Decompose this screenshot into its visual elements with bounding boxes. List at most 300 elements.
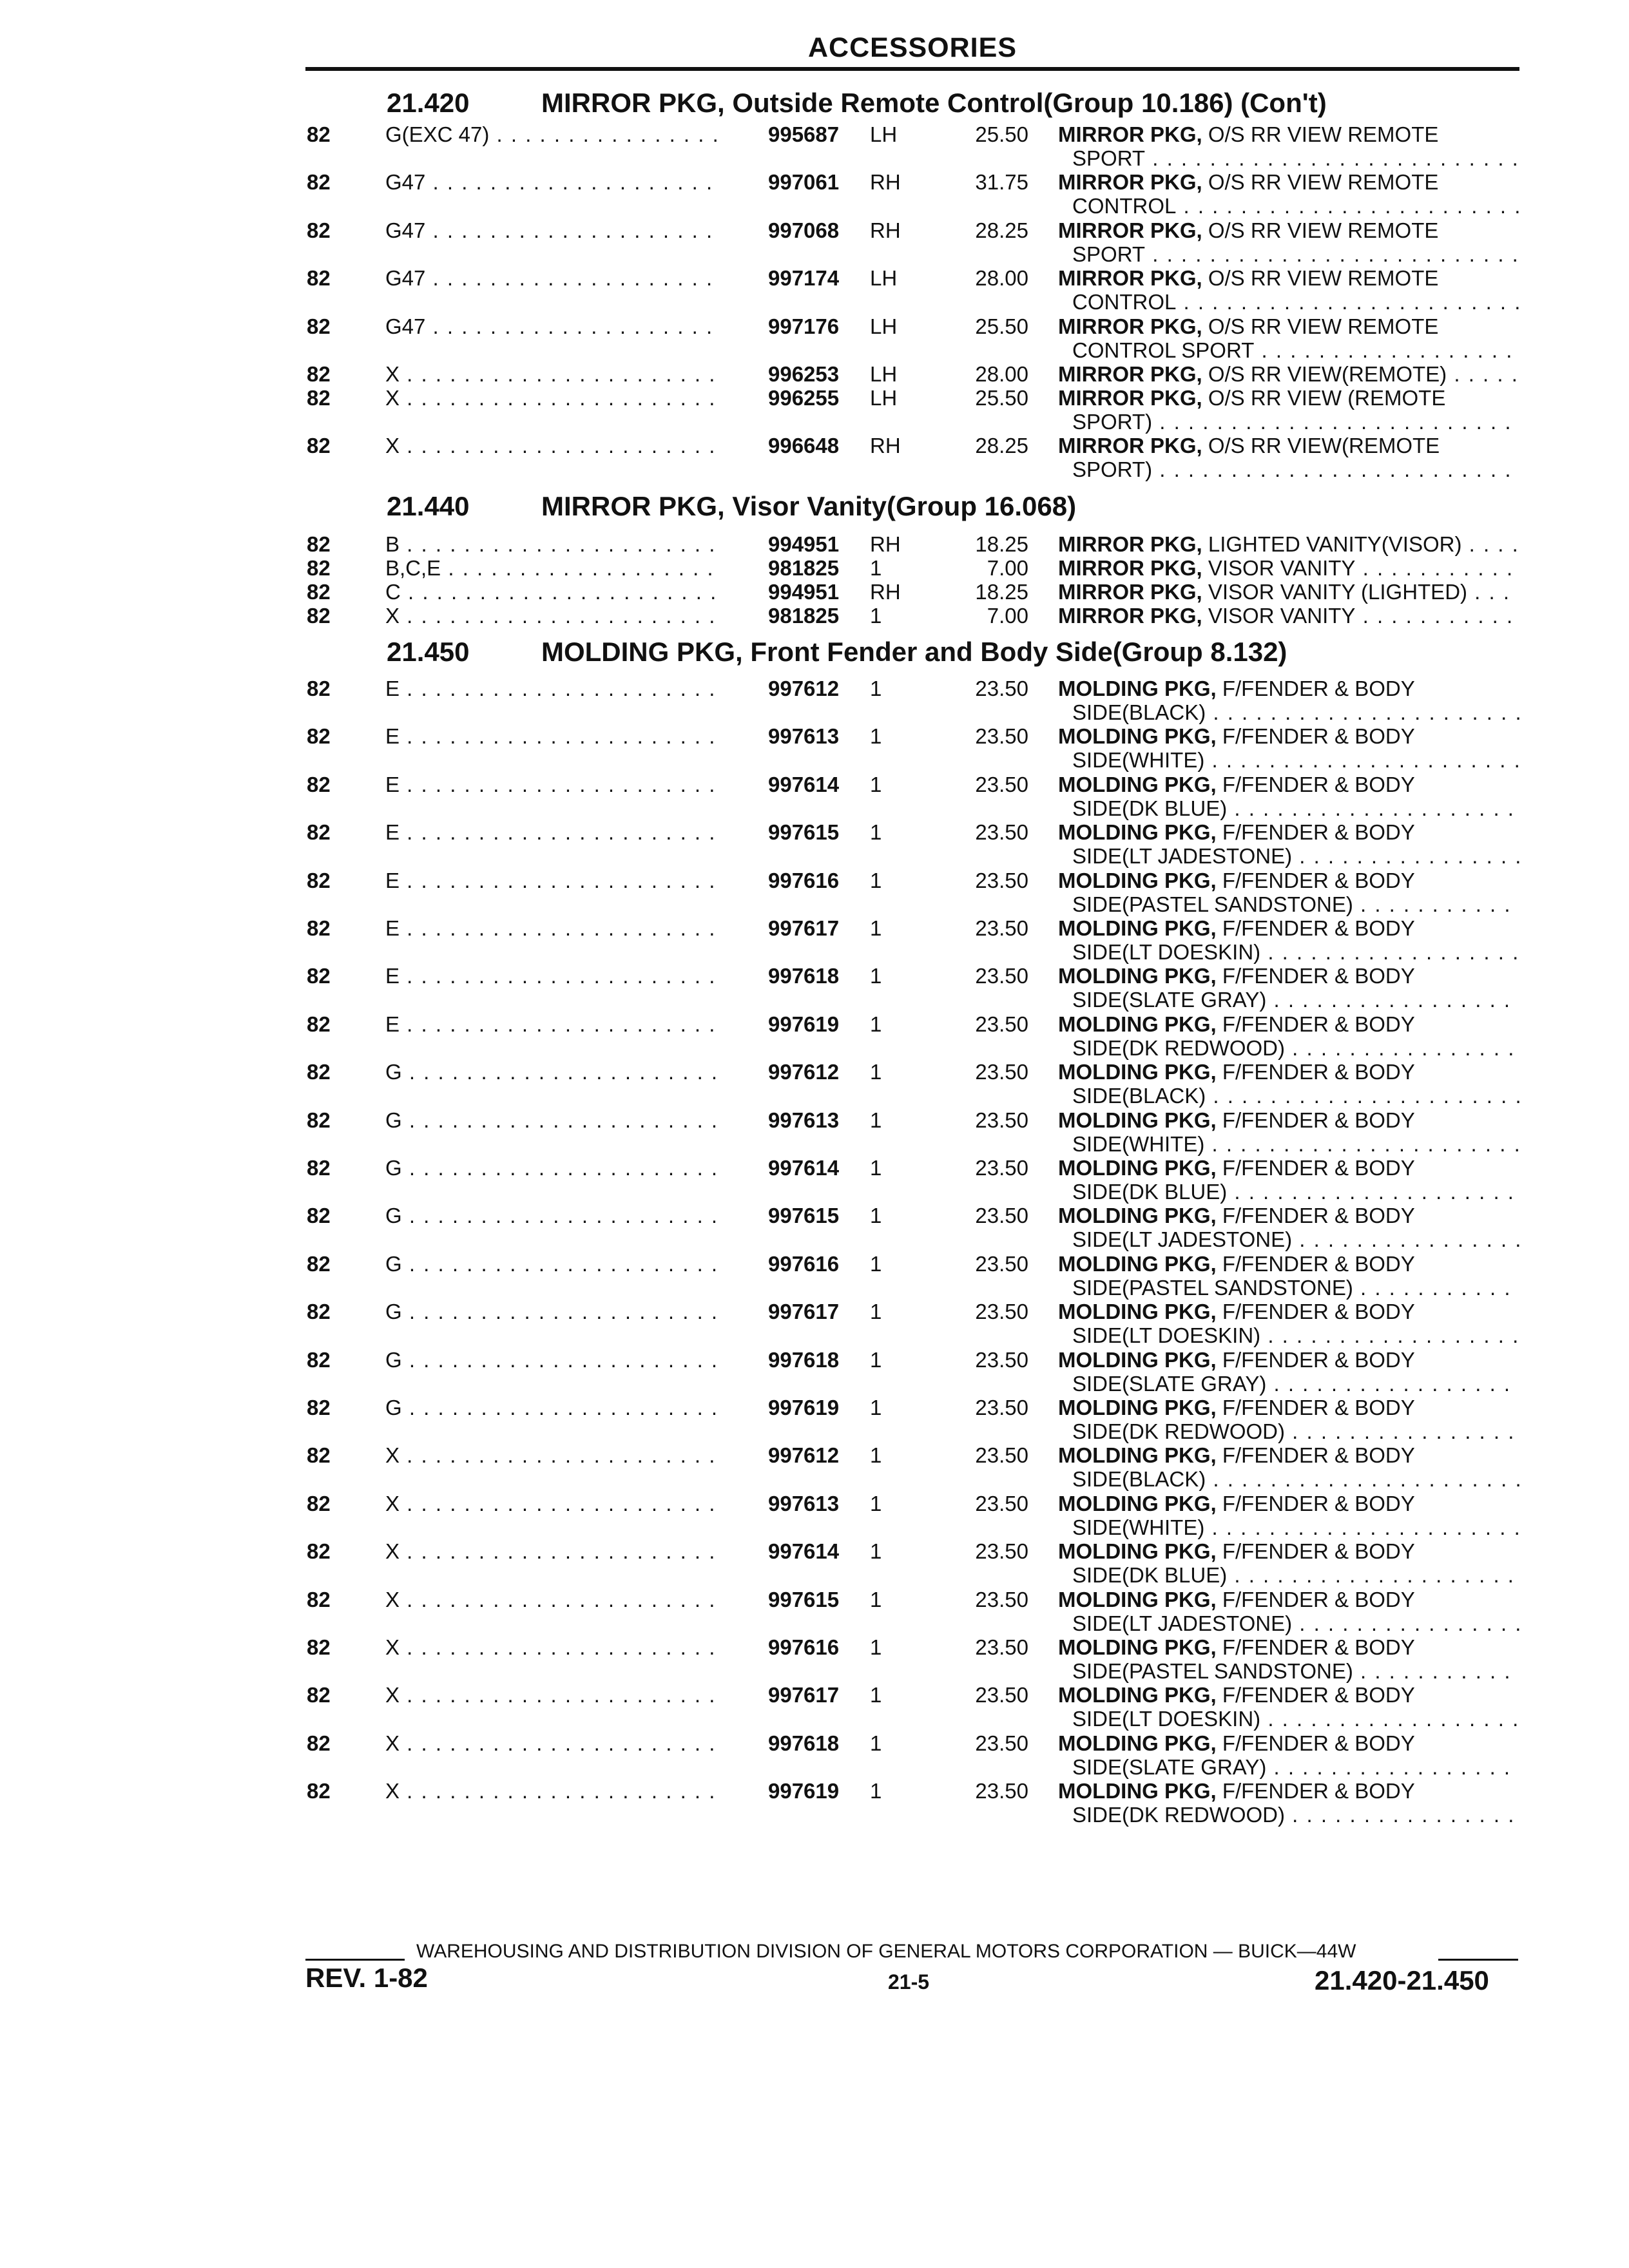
description [1058, 532, 1519, 557]
part-number: 997614 [768, 1539, 840, 1563]
table-row [0, 1156, 1629, 1204]
model-year: 82 [307, 362, 331, 386]
model-code: X . . . [385, 1683, 722, 1707]
description-continued: SIDE(SLATE GRAY) . . . [1072, 1372, 1519, 1396]
part-number: 981825 [768, 556, 840, 580]
table-row [0, 314, 1629, 362]
description-text: F/FENDER & BODY [1222, 869, 1415, 892]
description-category: MIRROR PKG, [1058, 434, 1202, 457]
description [1058, 773, 1415, 797]
price: 23.50 [975, 916, 1028, 940]
description [1058, 1539, 1415, 1564]
description [1058, 580, 1519, 604]
table-row [0, 218, 1629, 266]
section-number: 21.450 [387, 637, 470, 667]
price: 23.50 [975, 1443, 1028, 1467]
part-number: 997617 [768, 916, 840, 940]
part-number: 997176 [768, 314, 840, 338]
model-code: X . . . [385, 362, 722, 387]
description-category: MIRROR PKG, [1058, 556, 1202, 580]
quantity: LH [870, 122, 898, 146]
description-continued: SIDE(LT JADESTONE) . . . [1072, 1611, 1519, 1636]
model-code: B . . . [385, 532, 722, 557]
quantity: RH [870, 218, 901, 242]
description-category: MOLDING PKG, [1058, 1588, 1217, 1611]
description-category: MOLDING PKG, [1058, 1252, 1217, 1276]
section-heading: MIRROR PKG, Visor Vanity(Group 16.068) [541, 491, 1077, 521]
group-range: 21.420-21.450 [1315, 1965, 1489, 1995]
table-row [0, 434, 1629, 481]
part-number: 997614 [768, 773, 840, 796]
quantity: 1 [870, 604, 882, 628]
price: 25.50 [975, 122, 1028, 146]
quantity: LH [870, 314, 898, 338]
description-text: O/S RR VIEW(REMOTE) [1208, 362, 1447, 386]
section-title [387, 88, 1327, 119]
description [1058, 1731, 1415, 1756]
table-row [0, 1683, 1629, 1731]
table-row [0, 964, 1629, 1012]
description-category: MIRROR PKG, [1058, 386, 1202, 410]
description-text: F/FENDER & BODY [1222, 677, 1415, 700]
model-code: G . . . [385, 1348, 722, 1372]
quantity: 1 [870, 916, 882, 940]
price: 23.50 [975, 724, 1028, 748]
model-year: 82 [307, 1683, 331, 1707]
model-code: E . . . [385, 869, 722, 893]
model-year: 82 [307, 820, 331, 844]
table-row [0, 1396, 1629, 1443]
description-text: F/FENDER & BODY [1222, 1396, 1415, 1419]
description-category: MOLDING PKG, [1058, 1108, 1217, 1132]
description [1058, 556, 1519, 581]
part-number: 997612 [768, 1443, 840, 1467]
description-text: F/FENDER & BODY [1222, 1683, 1415, 1707]
description-text: F/FENDER & BODY [1222, 773, 1415, 796]
quantity: 1 [870, 677, 882, 700]
part-number: 994951 [768, 532, 840, 556]
model-year: 82 [307, 869, 331, 892]
description-continued: CONTROL . . . [1072, 290, 1519, 314]
description-text: VISOR VANITY [1208, 556, 1356, 580]
description [1058, 1300, 1415, 1324]
model-year: 82 [307, 314, 331, 338]
table-row [0, 1300, 1629, 1347]
description-text: O/S RR VIEW REMOTE [1208, 170, 1439, 194]
description-text: F/FENDER & BODY [1222, 1635, 1415, 1659]
price: 23.50 [975, 1492, 1028, 1515]
footer-rule-right [1438, 1959, 1518, 1961]
description-text: F/FENDER & BODY [1222, 1492, 1415, 1515]
description-category: MIRROR PKG, [1058, 314, 1202, 338]
quantity: 1 [870, 1204, 882, 1227]
table-row [0, 604, 1629, 628]
part-number: 995687 [768, 122, 840, 146]
description [1058, 604, 1519, 628]
part-number: 996648 [768, 434, 840, 457]
description [1058, 1443, 1415, 1468]
price: 31.75 [975, 170, 1028, 194]
description-text: F/FENDER & BODY [1222, 1012, 1415, 1036]
price: 7.00 [987, 604, 1028, 628]
model-code: E . . . [385, 773, 722, 797]
price: 23.50 [975, 773, 1028, 796]
description-continued: SIDE(DK REDWOOD) . . . [1072, 1803, 1519, 1827]
description-text: O/S RR VIEW (REMOTE [1208, 386, 1446, 410]
description [1058, 122, 1438, 147]
table-row [0, 1492, 1629, 1539]
quantity: 1 [870, 1683, 882, 1707]
description-text: F/FENDER & BODY [1222, 1539, 1415, 1563]
description [1058, 724, 1415, 749]
table-row [0, 677, 1629, 724]
price: 23.50 [975, 1300, 1028, 1323]
description [1058, 1204, 1415, 1228]
description-text: F/FENDER & BODY [1222, 724, 1415, 748]
description-text: F/FENDER & BODY [1222, 1779, 1415, 1803]
part-number: 997616 [768, 869, 840, 892]
description [1058, 869, 1415, 893]
model-year: 82 [307, 1635, 331, 1659]
quantity: 1 [870, 1588, 882, 1611]
quantity: 1 [870, 1012, 882, 1036]
part-number: 997612 [768, 1060, 840, 1084]
price: 25.50 [975, 314, 1028, 338]
model-year: 82 [307, 1443, 331, 1467]
description-category: MIRROR PKG, [1058, 580, 1202, 604]
description-continued: SIDE(LT DOESKIN) . . . [1072, 1323, 1519, 1348]
table-row [0, 773, 1629, 820]
quantity: 1 [870, 1060, 882, 1084]
model-year: 82 [307, 773, 331, 796]
quantity: 1 [870, 964, 882, 988]
part-number: 997618 [768, 1348, 840, 1372]
model-code: X . . . [385, 1588, 722, 1612]
price: 23.50 [975, 1731, 1028, 1755]
header-rule [305, 67, 1519, 71]
description [1058, 964, 1415, 988]
table-row [0, 1204, 1629, 1251]
model-code: B,C,E . . . [385, 556, 722, 581]
description [1058, 1683, 1415, 1707]
description-category: MOLDING PKG, [1058, 724, 1217, 748]
description-category: MIRROR PKG, [1058, 266, 1202, 290]
footer-rule-left [305, 1959, 405, 1961]
description-text: F/FENDER & BODY [1222, 1300, 1415, 1323]
price: 23.50 [975, 1348, 1028, 1372]
price: 18.25 [975, 580, 1028, 604]
description-continued: CONTROL SPORT . . . [1072, 338, 1519, 363]
description-continued: SIDE(SLATE GRAY) . . . [1072, 988, 1519, 1012]
description [1058, 1252, 1415, 1276]
description-text: F/FENDER & BODY [1222, 1588, 1415, 1611]
description [1058, 386, 1445, 410]
model-code: G47 . . . [385, 314, 722, 339]
price: 23.50 [975, 1108, 1028, 1132]
price: 18.25 [975, 532, 1028, 556]
description-category: MOLDING PKG, [1058, 773, 1217, 796]
description-text: VISOR VANITY [1208, 604, 1356, 628]
part-number: 997613 [768, 1108, 840, 1132]
quantity: 1 [870, 1108, 882, 1132]
model-year: 82 [307, 218, 331, 242]
model-code: X . . . [385, 386, 722, 410]
description [1058, 677, 1415, 701]
description [1058, 1635, 1415, 1660]
section-number: 21.440 [387, 491, 470, 521]
model-year: 82 [307, 1252, 331, 1276]
part-number: 997615 [768, 1204, 840, 1227]
description-text: F/FENDER & BODY [1222, 916, 1415, 940]
part-number: 997619 [768, 1012, 840, 1036]
model-code: X . . . [385, 1443, 722, 1468]
description-continued: SPORT) . . . [1072, 457, 1519, 482]
description-text: O/S RR VIEW REMOTE [1208, 122, 1439, 146]
description-text: VISOR VANITY (LIGHTED) [1208, 580, 1468, 604]
description-category: MOLDING PKG, [1058, 1443, 1217, 1467]
model-year: 82 [307, 1204, 331, 1227]
description-continued: SIDE(LT JADESTONE) . . . [1072, 844, 1519, 869]
part-number: 997616 [768, 1252, 840, 1276]
model-code: X . . . [385, 1731, 722, 1756]
description-continued: SIDE(SLATE GRAY) . . . [1072, 1755, 1519, 1780]
description-continued: SPORT) . . . [1072, 410, 1519, 434]
description [1058, 314, 1438, 339]
description-category: MOLDING PKG, [1058, 1492, 1217, 1515]
description-category: MOLDING PKG, [1058, 1683, 1217, 1707]
description-category: MOLDING PKG, [1058, 820, 1217, 844]
model-year: 82 [307, 122, 331, 146]
price: 23.50 [975, 869, 1028, 892]
model-year: 82 [307, 1300, 331, 1323]
description-text: F/FENDER & BODY [1222, 1060, 1415, 1084]
table-row [0, 122, 1629, 170]
quantity: 1 [870, 556, 882, 580]
price: 7.00 [987, 556, 1028, 580]
footer-company: WAREHOUSING AND DISTRIBUTION DIVISION OF GENERAL MOTORS CORPORATION — BUICK—44W [416, 1941, 1356, 1962]
model-year: 82 [307, 677, 331, 700]
description-category: MOLDING PKG, [1058, 1300, 1217, 1323]
model-code: G . . . [385, 1108, 722, 1133]
model-year: 82 [307, 604, 331, 628]
description-category: MIRROR PKG, [1058, 362, 1202, 386]
description-text: F/FENDER & BODY [1222, 1156, 1415, 1180]
model-year: 82 [307, 1779, 331, 1803]
model-year: 82 [307, 916, 331, 940]
description-category: MIRROR PKG, [1058, 170, 1202, 194]
part-number: 996253 [768, 362, 840, 386]
description-category: MOLDING PKG, [1058, 1156, 1217, 1180]
price: 23.50 [975, 1539, 1028, 1563]
quantity: LH [870, 266, 898, 290]
model-year: 82 [307, 434, 331, 457]
table-row [0, 532, 1629, 557]
price: 23.50 [975, 1060, 1028, 1084]
model-code: C . . . [385, 580, 722, 604]
table-row [0, 1539, 1629, 1587]
description [1058, 434, 1440, 458]
section-title [387, 491, 1076, 522]
description-text: F/FENDER & BODY [1222, 1108, 1415, 1132]
table-row [0, 1348, 1629, 1396]
part-number: 997061 [768, 170, 840, 194]
quantity: 1 [870, 1635, 882, 1659]
part-number: 997617 [768, 1683, 840, 1707]
description-continued: SIDE(BLACK) . . . [1072, 1084, 1519, 1108]
price: 28.00 [975, 362, 1028, 386]
price: 23.50 [975, 1588, 1028, 1611]
model-year: 82 [307, 1012, 331, 1036]
price: 28.00 [975, 266, 1028, 290]
model-code: G47 . . . [385, 218, 722, 243]
quantity: 1 [870, 1443, 882, 1467]
model-code: G(EXC 47) . . . [385, 122, 722, 147]
model-code: E . . . [385, 964, 722, 988]
model-code: G . . . [385, 1204, 722, 1228]
description-text: F/FENDER & BODY [1222, 964, 1415, 988]
model-code: G . . . [385, 1060, 722, 1084]
description-continued: SIDE(WHITE) . . . [1072, 1515, 1519, 1540]
price: 23.50 [975, 1635, 1028, 1659]
table-row [0, 362, 1629, 387]
description-continued: SIDE(LT DOESKIN) . . . [1072, 940, 1519, 965]
price: 23.50 [975, 1252, 1028, 1276]
description-continued: SIDE(WHITE) . . . [1072, 748, 1519, 773]
description-category: MOLDING PKG, [1058, 964, 1217, 988]
table-row [0, 1779, 1629, 1827]
description-category: MIRROR PKG, [1058, 532, 1202, 556]
section-heading: MIRROR PKG, Outside Remote Control(Group 10.186) (Con't) [541, 88, 1327, 118]
table-row [0, 1443, 1629, 1491]
model-year: 82 [307, 1108, 331, 1132]
quantity: LH [870, 362, 898, 386]
table-row [0, 1252, 1629, 1300]
model-code: E . . . [385, 724, 722, 749]
description [1058, 170, 1438, 195]
part-number: 997612 [768, 677, 840, 700]
model-code: G47 . . . [385, 170, 722, 195]
description [1058, 1060, 1415, 1084]
model-code: G . . . [385, 1300, 722, 1324]
quantity: 1 [870, 773, 882, 796]
table-row [0, 266, 1629, 314]
model-year: 82 [307, 556, 331, 580]
description-category: MOLDING PKG, [1058, 1204, 1217, 1227]
description [1058, 1108, 1415, 1133]
description [1058, 1779, 1415, 1803]
table-row [0, 1588, 1629, 1635]
model-year: 82 [307, 386, 331, 410]
description-continued: SIDE(BLACK) . . . [1072, 700, 1519, 725]
model-code: X . . . [385, 1779, 722, 1803]
quantity: 1 [870, 820, 882, 844]
model-year: 82 [307, 1492, 331, 1515]
description-text: O/S RR VIEW(REMOTE [1208, 434, 1440, 457]
part-number: 981825 [768, 604, 840, 628]
model-code: X . . . [385, 1635, 722, 1660]
description-text: O/S RR VIEW REMOTE [1208, 314, 1439, 338]
price: 23.50 [975, 820, 1028, 844]
quantity: LH [870, 386, 898, 410]
model-year: 82 [307, 1539, 331, 1563]
description [1058, 1012, 1415, 1037]
description-text: F/FENDER & BODY [1222, 1443, 1415, 1467]
part-number: 997619 [768, 1779, 840, 1803]
model-year: 82 [307, 724, 331, 748]
description [1058, 362, 1519, 387]
model-code: G . . . [385, 1156, 722, 1180]
table-row [0, 724, 1629, 772]
description [1058, 820, 1415, 845]
price: 23.50 [975, 1156, 1028, 1180]
price: 23.50 [975, 677, 1028, 700]
description-category: MOLDING PKG, [1058, 1731, 1217, 1755]
model-code: E . . . [385, 677, 722, 701]
description-continued: SIDE(PASTEL SANDSTONE) . . . [1072, 1276, 1519, 1300]
table-row [0, 1635, 1629, 1683]
model-year: 82 [307, 1348, 331, 1372]
description-category: MOLDING PKG, [1058, 869, 1217, 892]
description-text: O/S RR VIEW REMOTE [1208, 266, 1439, 290]
table-row [0, 1731, 1629, 1779]
description [1058, 916, 1415, 941]
description-text: F/FENDER & BODY [1222, 1252, 1415, 1276]
description-continued: SIDE(DK REDWOOD) . . . [1072, 1419, 1519, 1444]
price: 23.50 [975, 1683, 1028, 1707]
model-code: X . . . [385, 1539, 722, 1564]
model-code: G . . . [385, 1252, 722, 1276]
price: 23.50 [975, 1779, 1028, 1803]
part-number: 997618 [768, 964, 840, 988]
model-code: X . . . [385, 434, 722, 458]
description-category: MOLDING PKG, [1058, 916, 1217, 940]
description-text: LIGHTED VANITY(VISOR) [1208, 532, 1462, 556]
description-continued: SIDE(DK BLUE) . . . [1072, 796, 1519, 821]
model-code: X . . . [385, 1492, 722, 1516]
description-continued: SIDE(BLACK) . . . [1072, 1467, 1519, 1492]
description-text: F/FENDER & BODY [1222, 1731, 1415, 1755]
price: 25.50 [975, 386, 1028, 410]
description-text: F/FENDER & BODY [1222, 820, 1415, 844]
quantity: 1 [870, 869, 882, 892]
price: 23.50 [975, 964, 1028, 988]
description-continued: SPORT . . . [1072, 146, 1519, 171]
description-category: MOLDING PKG, [1058, 1635, 1217, 1659]
model-year: 82 [307, 580, 331, 604]
description-category: MOLDING PKG, [1058, 1012, 1217, 1036]
description-category: MOLDING PKG, [1058, 677, 1217, 700]
price: 23.50 [975, 1204, 1028, 1227]
model-code: G47 . . . [385, 266, 722, 291]
part-number: 997619 [768, 1396, 840, 1419]
description-continued: SIDE(PASTEL SANDSTONE) . . . [1072, 892, 1519, 917]
description-category: MOLDING PKG, [1058, 1539, 1217, 1563]
description-continued: SIDE(WHITE) . . . [1072, 1132, 1519, 1157]
description-category: MOLDING PKG, [1058, 1060, 1217, 1084]
model-code: X . . . [385, 604, 722, 628]
description-category: MOLDING PKG, [1058, 1348, 1217, 1372]
quantity: RH [870, 170, 901, 194]
section-number: 21.420 [387, 88, 470, 118]
quantity: 1 [870, 724, 882, 748]
table-row [0, 386, 1629, 434]
quantity: 1 [870, 1396, 882, 1419]
quantity: 1 [870, 1779, 882, 1803]
table-row [0, 1108, 1629, 1156]
quantity: 1 [870, 1252, 882, 1276]
model-year: 82 [307, 266, 331, 290]
model-year: 82 [307, 1156, 331, 1180]
